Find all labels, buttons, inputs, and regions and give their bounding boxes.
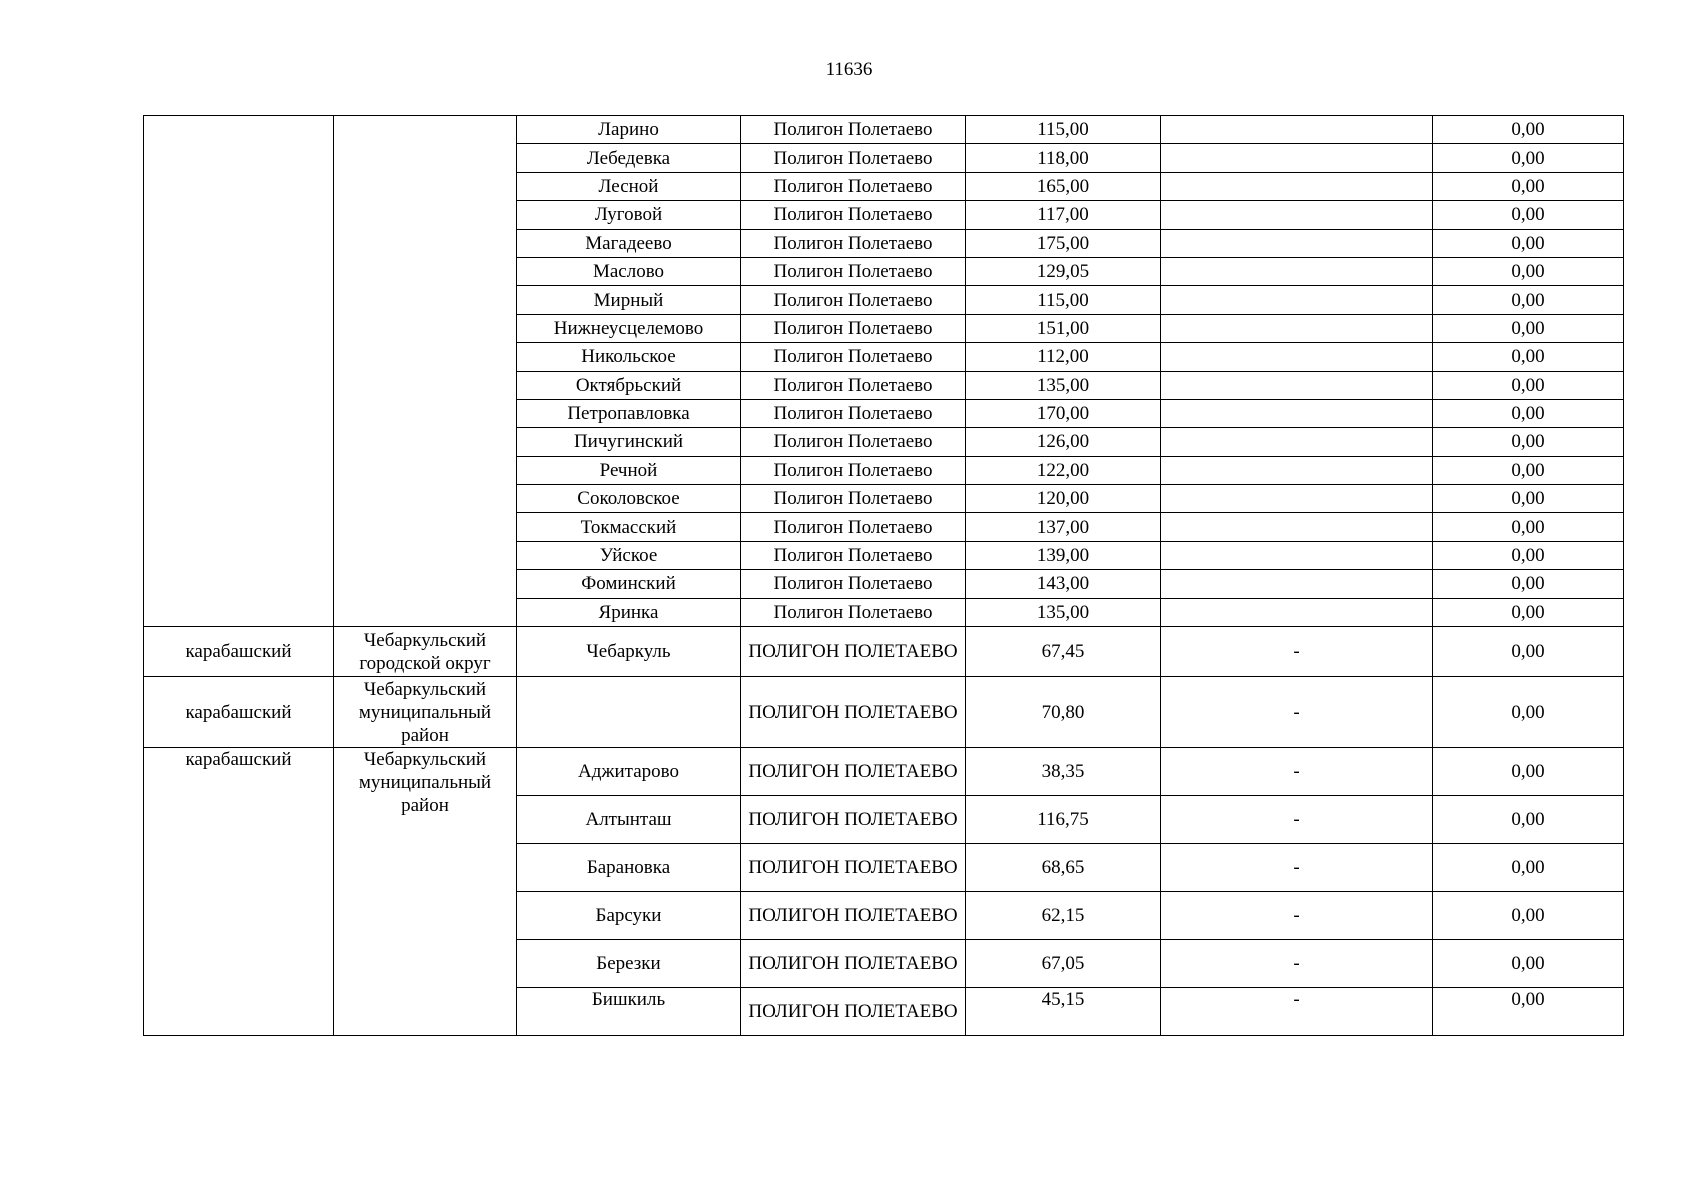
distance-value: 139,00: [966, 541, 1161, 569]
municipality-name: Чебаркульский городской округ: [334, 627, 517, 677]
table-row: [144, 116, 1624, 144]
rate-value: 0,00: [1433, 172, 1624, 200]
distance-value: 135,00: [966, 371, 1161, 399]
settlement-name: Алтынташ: [517, 796, 741, 844]
distance-value: 170,00: [966, 399, 1161, 427]
settlement-name: Магадеево: [517, 229, 741, 257]
settlement-name: Соколовское: [517, 485, 741, 513]
landfill-name: Полигон Полетаево: [741, 456, 966, 484]
landfill-name: Полигон Полетаево: [741, 428, 966, 456]
landfill-name: Полигон Полетаево: [741, 116, 966, 144]
settlement-name: Никольское: [517, 343, 741, 371]
landfill-name: Полигон Полетаево: [741, 229, 966, 257]
table-row: [144, 627, 1624, 677]
landfill-distance-table: [143, 115, 1624, 1036]
settlement-name: Токмасский: [517, 513, 741, 541]
distance-value: 117,00: [966, 201, 1161, 229]
rate-value: 0,00: [1433, 627, 1624, 677]
rate-value: 0,00: [1433, 988, 1624, 1036]
dash-value: -: [1161, 627, 1433, 677]
rate-value: 0,00: [1433, 144, 1624, 172]
settlement-name: Октябрьский: [517, 371, 741, 399]
settlement-name: Барсуки: [517, 892, 741, 940]
settlement-name: Барановка: [517, 844, 741, 892]
landfill-name: ПОЛИГОН ПОЛЕТАЕВО: [741, 940, 966, 988]
rate-value: 0,00: [1433, 399, 1624, 427]
distance-value: 45,15: [966, 988, 1161, 1036]
landfill-name: ПОЛИГОН ПОЛЕТАЕВО: [741, 988, 966, 1036]
empty-cell: [1161, 314, 1433, 342]
settlement-name: Лебедевка: [517, 144, 741, 172]
rate-value: 0,00: [1433, 257, 1624, 285]
settlement-name: [517, 677, 741, 748]
settlement-name: Аджитарово: [517, 748, 741, 796]
rate-value: 0,00: [1433, 598, 1624, 626]
rate-value: 0,00: [1433, 570, 1624, 598]
rate-value: 0,00: [1433, 314, 1624, 342]
landfill-name: ПОЛИГОН ПОЛЕТАЕВО: [741, 796, 966, 844]
empty-cell: [1161, 286, 1433, 314]
distance-value: 112,00: [966, 343, 1161, 371]
empty-cell: [1161, 485, 1433, 513]
distance-value: 135,00: [966, 598, 1161, 626]
settlement-name: Луговой: [517, 201, 741, 229]
dash-value: -: [1161, 677, 1433, 748]
landfill-name: Полигон Полетаево: [741, 144, 966, 172]
zone-name: карабашский: [144, 627, 334, 677]
settlement-name: Яринка: [517, 598, 741, 626]
landfill-name: Полигон Полетаево: [741, 513, 966, 541]
distance-value: 126,00: [966, 428, 1161, 456]
dash-value: -: [1161, 844, 1433, 892]
empty-cell: [1161, 371, 1433, 399]
settlement-name: Чебаркуль: [517, 627, 741, 677]
empty-cell: [1161, 144, 1433, 172]
empty-cell: [1161, 201, 1433, 229]
landfill-name: Полигон Полетаево: [741, 598, 966, 626]
distance-value: 67,45: [966, 627, 1161, 677]
settlement-name: Речной: [517, 456, 741, 484]
settlement-name: Ларино: [517, 116, 741, 144]
dash-value: -: [1161, 892, 1433, 940]
distance-value: 165,00: [966, 172, 1161, 200]
distance-value: 120,00: [966, 485, 1161, 513]
distance-value: 151,00: [966, 314, 1161, 342]
landfill-name: ПОЛИГОН ПОЛЕТАЕВО: [741, 892, 966, 940]
table-body: [144, 116, 1624, 1036]
distance-value: 62,15: [966, 892, 1161, 940]
distance-value: 38,35: [966, 748, 1161, 796]
rate-value: 0,00: [1433, 844, 1624, 892]
rate-value: 0,00: [1433, 796, 1624, 844]
settlement-name: Лесной: [517, 172, 741, 200]
landfill-name: Полигон Полетаево: [741, 371, 966, 399]
rate-value: 0,00: [1433, 229, 1624, 257]
zone-name: карабашский: [144, 677, 334, 748]
distance-value: 118,00: [966, 144, 1161, 172]
rate-value: 0,00: [1433, 513, 1624, 541]
distance-value: 129,05: [966, 257, 1161, 285]
settlement-name: Пичугинский: [517, 428, 741, 456]
distance-value: 68,65: [966, 844, 1161, 892]
dash-value: -: [1161, 796, 1433, 844]
empty-cell: [1161, 257, 1433, 285]
settlement-name: Нижнеусцелемово: [517, 314, 741, 342]
distance-value: 137,00: [966, 513, 1161, 541]
empty-cell: [1161, 116, 1433, 144]
landfill-name: ПОЛИГОН ПОЛЕТАЕВО: [741, 748, 966, 796]
landfill-name: Полигон Полетаево: [741, 541, 966, 569]
settlement-name: Мирный: [517, 286, 741, 314]
settlement-name: Маслово: [517, 257, 741, 285]
settlement-name: Березки: [517, 940, 741, 988]
distance-value: 67,05: [966, 940, 1161, 988]
empty-cell: [1161, 541, 1433, 569]
empty-cell: [1161, 399, 1433, 427]
empty-cell: [1161, 570, 1433, 598]
empty-cell: [1161, 343, 1433, 371]
empty-cell: [1161, 229, 1433, 257]
landfill-name: ПОЛИГОН ПОЛЕТАЕВО: [741, 844, 966, 892]
rate-value: 0,00: [1433, 286, 1624, 314]
municipality-name: Чебаркульский муниципальный район: [334, 748, 517, 1036]
municipality-cell-blank: [334, 116, 517, 627]
landfill-name: Полигон Полетаево: [741, 485, 966, 513]
empty-cell: [1161, 428, 1433, 456]
settlement-name: Петропавловка: [517, 399, 741, 427]
rate-value: 0,00: [1433, 485, 1624, 513]
distance-value: 143,00: [966, 570, 1161, 598]
dash-value: -: [1161, 988, 1433, 1036]
rate-value: 0,00: [1433, 456, 1624, 484]
empty-cell: [1161, 513, 1433, 541]
landfill-name: Полигон Полетаево: [741, 399, 966, 427]
settlement-name: Уйское: [517, 541, 741, 569]
landfill-name: Полигон Полетаево: [741, 286, 966, 314]
empty-cell: [1161, 172, 1433, 200]
empty-cell: [1161, 456, 1433, 484]
rate-value: 0,00: [1433, 371, 1624, 399]
rate-value: 0,00: [1433, 201, 1624, 229]
zone-name: карабашский: [144, 748, 334, 1036]
distance-value: 70,80: [966, 677, 1161, 748]
dash-value: -: [1161, 748, 1433, 796]
landfill-name: ПОЛИГОН ПОЛЕТАЕВО: [741, 627, 966, 677]
municipality-name: Чебаркульский муниципальный район: [334, 677, 517, 748]
dash-value: -: [1161, 940, 1433, 988]
rate-value: 0,00: [1433, 892, 1624, 940]
table-row: [144, 677, 1624, 748]
distance-value: 115,00: [966, 116, 1161, 144]
settlement-name: Бишкиль: [517, 988, 741, 1036]
landfill-name: Полигон Полетаево: [741, 172, 966, 200]
distance-value: 122,00: [966, 456, 1161, 484]
rate-value: 0,00: [1433, 541, 1624, 569]
landfill-name: Полигон Полетаево: [741, 343, 966, 371]
landfill-name: ПОЛИГОН ПОЛЕТАЕВО: [741, 677, 966, 748]
landfill-name: Полигон Полетаево: [741, 257, 966, 285]
distance-value: 175,00: [966, 229, 1161, 257]
page-number: 11636: [825, 59, 873, 80]
rate-value: 0,00: [1433, 343, 1624, 371]
distance-value: 116,75: [966, 796, 1161, 844]
landfill-name: Полигон Полетаево: [741, 201, 966, 229]
landfill-name: Полигон Полетаево: [741, 314, 966, 342]
rate-value: 0,00: [1433, 748, 1624, 796]
rate-value: 0,00: [1433, 116, 1624, 144]
landfill-name: Полигон Полетаево: [741, 570, 966, 598]
table-row: [144, 748, 1624, 796]
empty-cell: [1161, 598, 1433, 626]
rate-value: 0,00: [1433, 677, 1624, 748]
rate-value: 0,00: [1433, 428, 1624, 456]
distance-value: 115,00: [966, 286, 1161, 314]
rate-value: 0,00: [1433, 940, 1624, 988]
zone-cell-blank: [144, 116, 334, 627]
settlement-name: Фоминский: [517, 570, 741, 598]
